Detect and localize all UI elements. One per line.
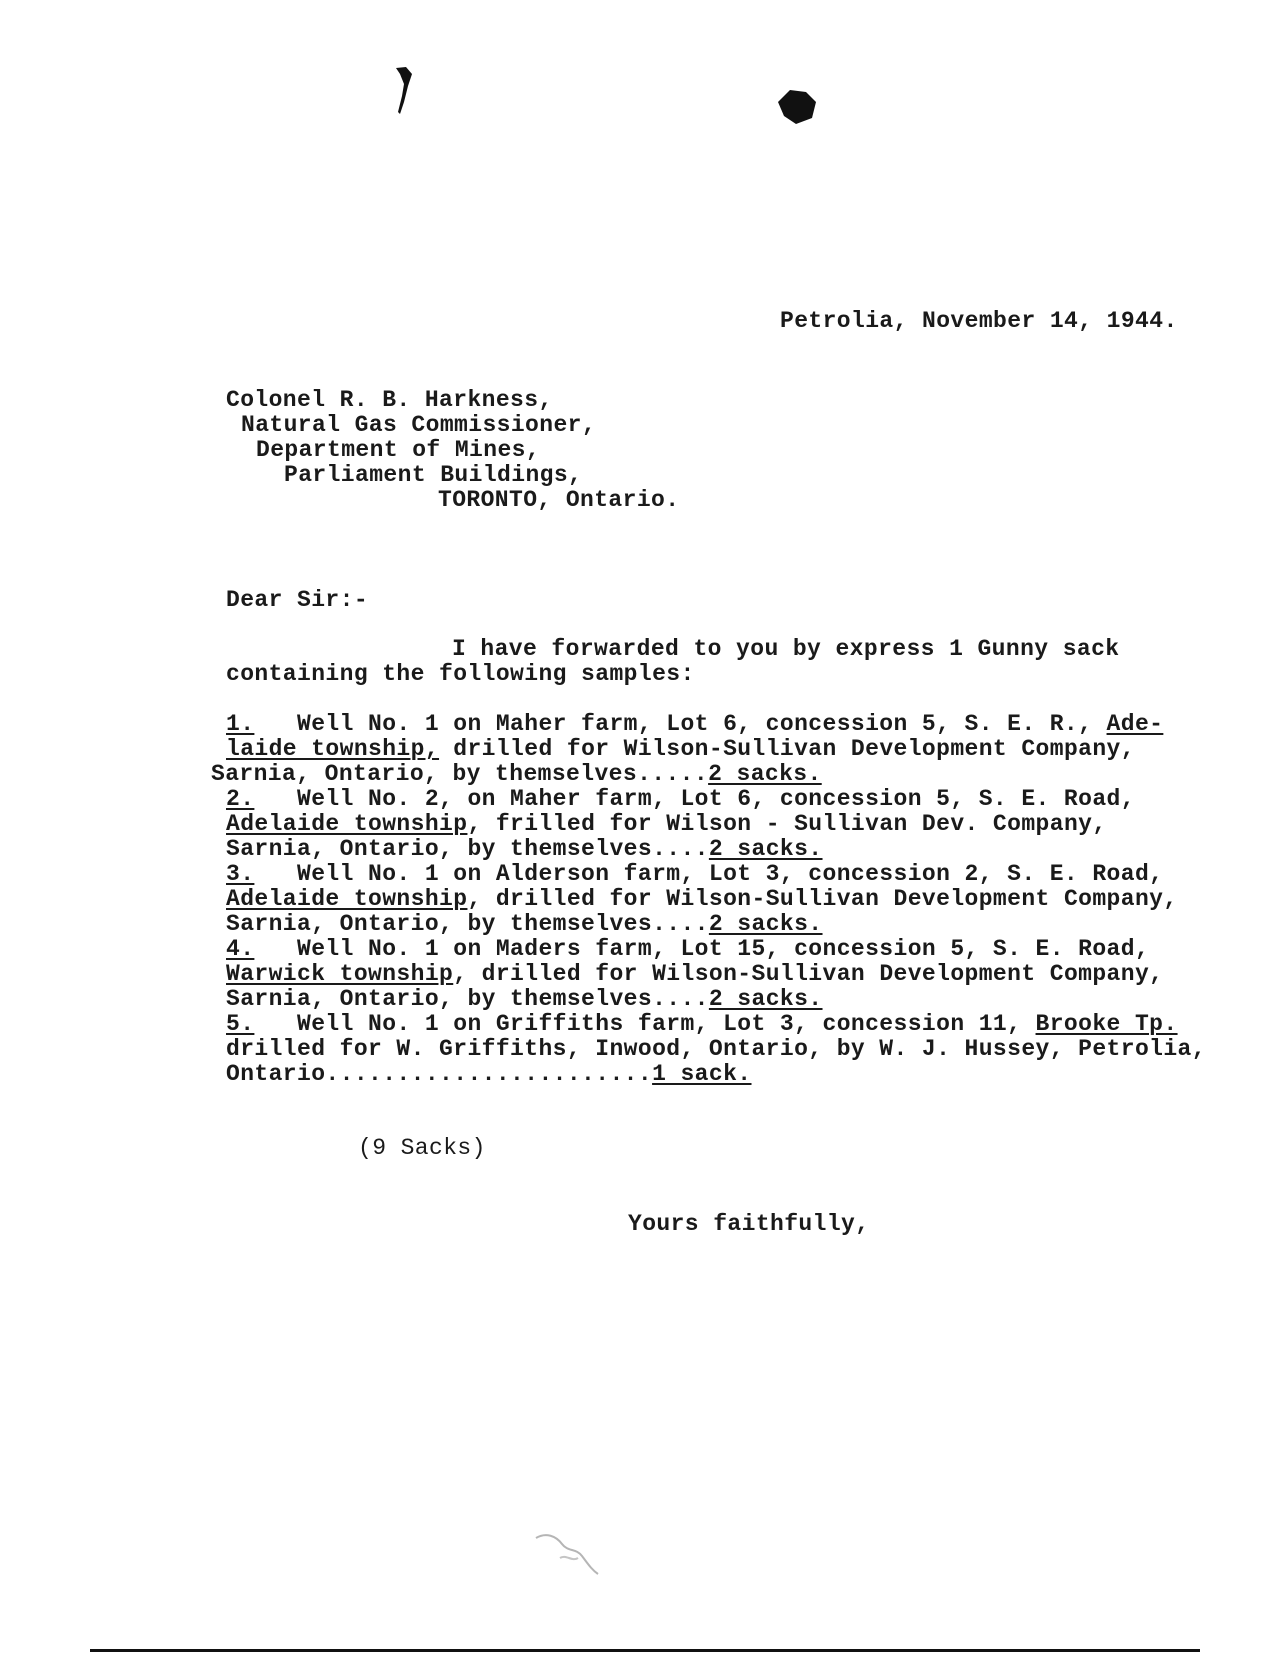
item-1-line-1: 1. Well No. 1 on Maher farm, Lot 6, concession 5, S. E. R., Ade-: [226, 711, 1164, 737]
bottom-edge-line: [90, 1649, 1200, 1652]
item-5-line-2: drilled for W. Griffiths, Inwood, Ontario, by W. J. Hussey, Petrolia,: [226, 1036, 1206, 1062]
item-2-line-3: Sarnia, Ontario, by themselves....2 sacks.: [226, 836, 823, 862]
item-4-line-1: 4. Well No. 1 on Maders farm, Lot 15, concession 5, S. E. Road,: [226, 936, 1150, 962]
closing: Yours faithfully,: [628, 1211, 870, 1237]
total-sacks: (9 Sacks): [358, 1135, 486, 1161]
punch-mark-right-icon: [776, 86, 818, 126]
item-number: 4.: [226, 936, 255, 962]
letter-date: Petrolia, November 14, 1944.: [780, 308, 1178, 334]
punch-mark-left-icon: [392, 64, 418, 118]
item-1-line-3: Sarnia, Ontario, by themselves.....2 sacks.: [211, 761, 822, 787]
address-line-building: Parliament Buildings,: [284, 462, 583, 488]
item-number: 3.: [226, 861, 255, 887]
item-3-line-3: Sarnia, Ontario, by themselves....2 sacks.: [226, 911, 823, 937]
item-4-line-3: Sarnia, Ontario, by themselves....2 sacks.: [226, 986, 823, 1012]
item-4-line-2: Warwick township, drilled for Wilson-Sullivan Development Company,: [226, 961, 1164, 987]
item-5-line-3: Ontario.......................1 sack.: [226, 1061, 752, 1087]
item-1-line-2: laide township, drilled for Wilson-Sullivan Development Company,: [226, 736, 1135, 762]
item-3-line-1: 3. Well No. 1 on Alderson farm, Lot 3, concession 2, S. E. Road,: [226, 861, 1164, 887]
item-2-line-2: Adelaide township, frilled for Wilson - Sullivan Dev. Company,: [226, 811, 1107, 837]
item-2-line-1: 2. Well No. 2, on Maher farm, Lot 6, concession 5, S. E. Road,: [226, 786, 1135, 812]
intro-line-1: I have forwarded to you by express 1 Gunny sack: [452, 636, 1120, 662]
item-number: 1.: [226, 711, 255, 737]
item-5-line-1: 5. Well No. 1 on Griffiths farm, Lot 3, concession 11, Brooke Tp.: [226, 1011, 1178, 1037]
item-number: 5.: [226, 1011, 255, 1037]
item-3-line-2: Adelaide township, drilled for Wilson-Sullivan Development Company,: [226, 886, 1178, 912]
item-number: 2.: [226, 786, 255, 812]
smudge-mark-icon: [532, 1528, 604, 1578]
salutation: Dear Sir:-: [226, 587, 369, 613]
address-line-city: TORONTO, Ontario.: [438, 487, 680, 513]
address-line-title: Natural Gas Commissioner,: [241, 412, 597, 438]
address-line-department: Department of Mines,: [256, 437, 541, 463]
intro-line-2: containing the following samples:: [226, 661, 695, 687]
address-line-name: Colonel R. B. Harkness,: [226, 387, 553, 413]
